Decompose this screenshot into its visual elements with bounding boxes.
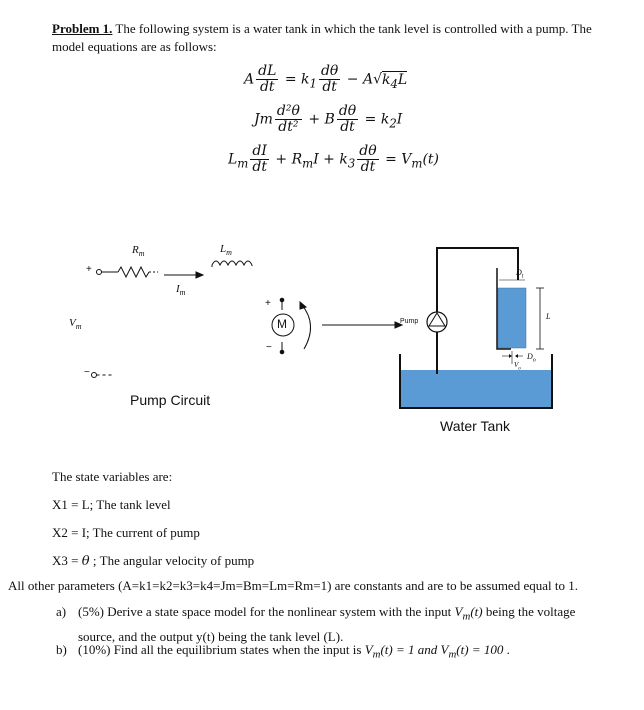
- label-im: $I_m$: [176, 283, 186, 298]
- water-tank-diagram: [400, 248, 552, 408]
- equation-1: A $\frac{dL}{dt}$ = $k_1$ $\frac{d\theta}{dt}$ − $A√k_4L$: [244, 63, 408, 95]
- label-l: L: [546, 312, 551, 321]
- water-tank-caption: Water Tank: [440, 418, 511, 434]
- label-lm: $L_m$: [220, 243, 232, 258]
- eq1-derivative-theta: $\frac{d\theta}{dt}$: [320, 63, 339, 95]
- question-a: a) (5%) Derive a state space model for the nonlinear system with the input $V_m(t)$ being the voltage source, and the output y(t) being the tank level (L).: [56, 604, 576, 644]
- question-b: b) (10%) Find all the equilibrium states when the input is $V_m(t) = 1$ and $V_m(t) = 100$ .: [56, 642, 510, 661]
- eq1-derivative-l: $\frac{dL}{dt}$: [258, 63, 277, 95]
- equation-3: $L_m$ $\frac{dI}{dt}$ + $R_mI + k_3$ $\frac{d\theta}{dt}$ = $V_m(t)$: [228, 143, 440, 175]
- parameters-note: All other parameters (A=k1=k2=k3=k4=Jm=Bm=Lm=Rm=1) are constants and are to be assumed equal to 1.: [8, 578, 578, 593]
- state-x3: X3 = θ ; The angular velocity of pump: [52, 553, 255, 569]
- system-diagram: [0, 230, 644, 440]
- label-plus: +: [86, 264, 92, 275]
- label-rm: $R_m$: [132, 244, 145, 259]
- resistor-rm: [118, 267, 149, 277]
- pump-circuit: [92, 261, 403, 378]
- terminal-plus: [97, 270, 102, 275]
- eq1-coef: A: [244, 71, 255, 88]
- eq2-second-derivative: $\frac{\text{d²θ}}{\text{dt²}}$: [276, 103, 300, 135]
- label-vm: $V_m$: [69, 317, 82, 332]
- terminal-minus: [92, 373, 97, 378]
- label-minus: −: [84, 367, 90, 378]
- eq2-coef: Jm: [254, 111, 273, 128]
- label-do: $D_o$: [527, 352, 536, 364]
- reservoir-water: [400, 370, 552, 408]
- state-x2: X2 = I; The current of pump: [52, 525, 200, 540]
- state-x1: X1 = L; The tank level: [52, 497, 171, 512]
- eq3-derivative-i: $\frac{dI}{dt}$: [252, 143, 267, 175]
- sqrt-sign: √: [373, 71, 382, 88]
- label-dt: $D_t$: [516, 268, 524, 280]
- label-vo: $V_o$: [514, 361, 521, 372]
- rotation-arrow: [302, 305, 311, 349]
- problem-statement: [52, 20, 622, 56]
- pump-label: Pump: [400, 318, 419, 325]
- state-variables: [52, 467, 612, 571]
- pump-circuit-caption: Pump Circuit: [130, 392, 211, 408]
- motor-letter: M: [277, 317, 287, 331]
- motor-plus-label: +: [265, 298, 271, 309]
- inductor-lm: [212, 261, 252, 265]
- motor-minus-label: −: [266, 342, 272, 353]
- equation-2: Jm $\frac{\text{d²θ}}{\text{dt²}}$ + B $\frac{d\theta}{dt}$ = $k_2I$: [254, 103, 403, 135]
- problem-label: Problem 1.: [52, 21, 113, 36]
- tank-water: [498, 288, 526, 348]
- eq3-derivative-theta: $\frac{d\theta}{dt}$: [359, 143, 377, 175]
- pump-icon: [427, 312, 447, 332]
- eq2-derivative-theta: $\frac{d\theta}{dt}$: [338, 103, 357, 135]
- problem-intro: The following system is a water tank in which the tank level is controlled with a pump. The model equations are as follows:: [52, 21, 592, 54]
- states-intro: The state variables are:: [52, 469, 173, 484]
